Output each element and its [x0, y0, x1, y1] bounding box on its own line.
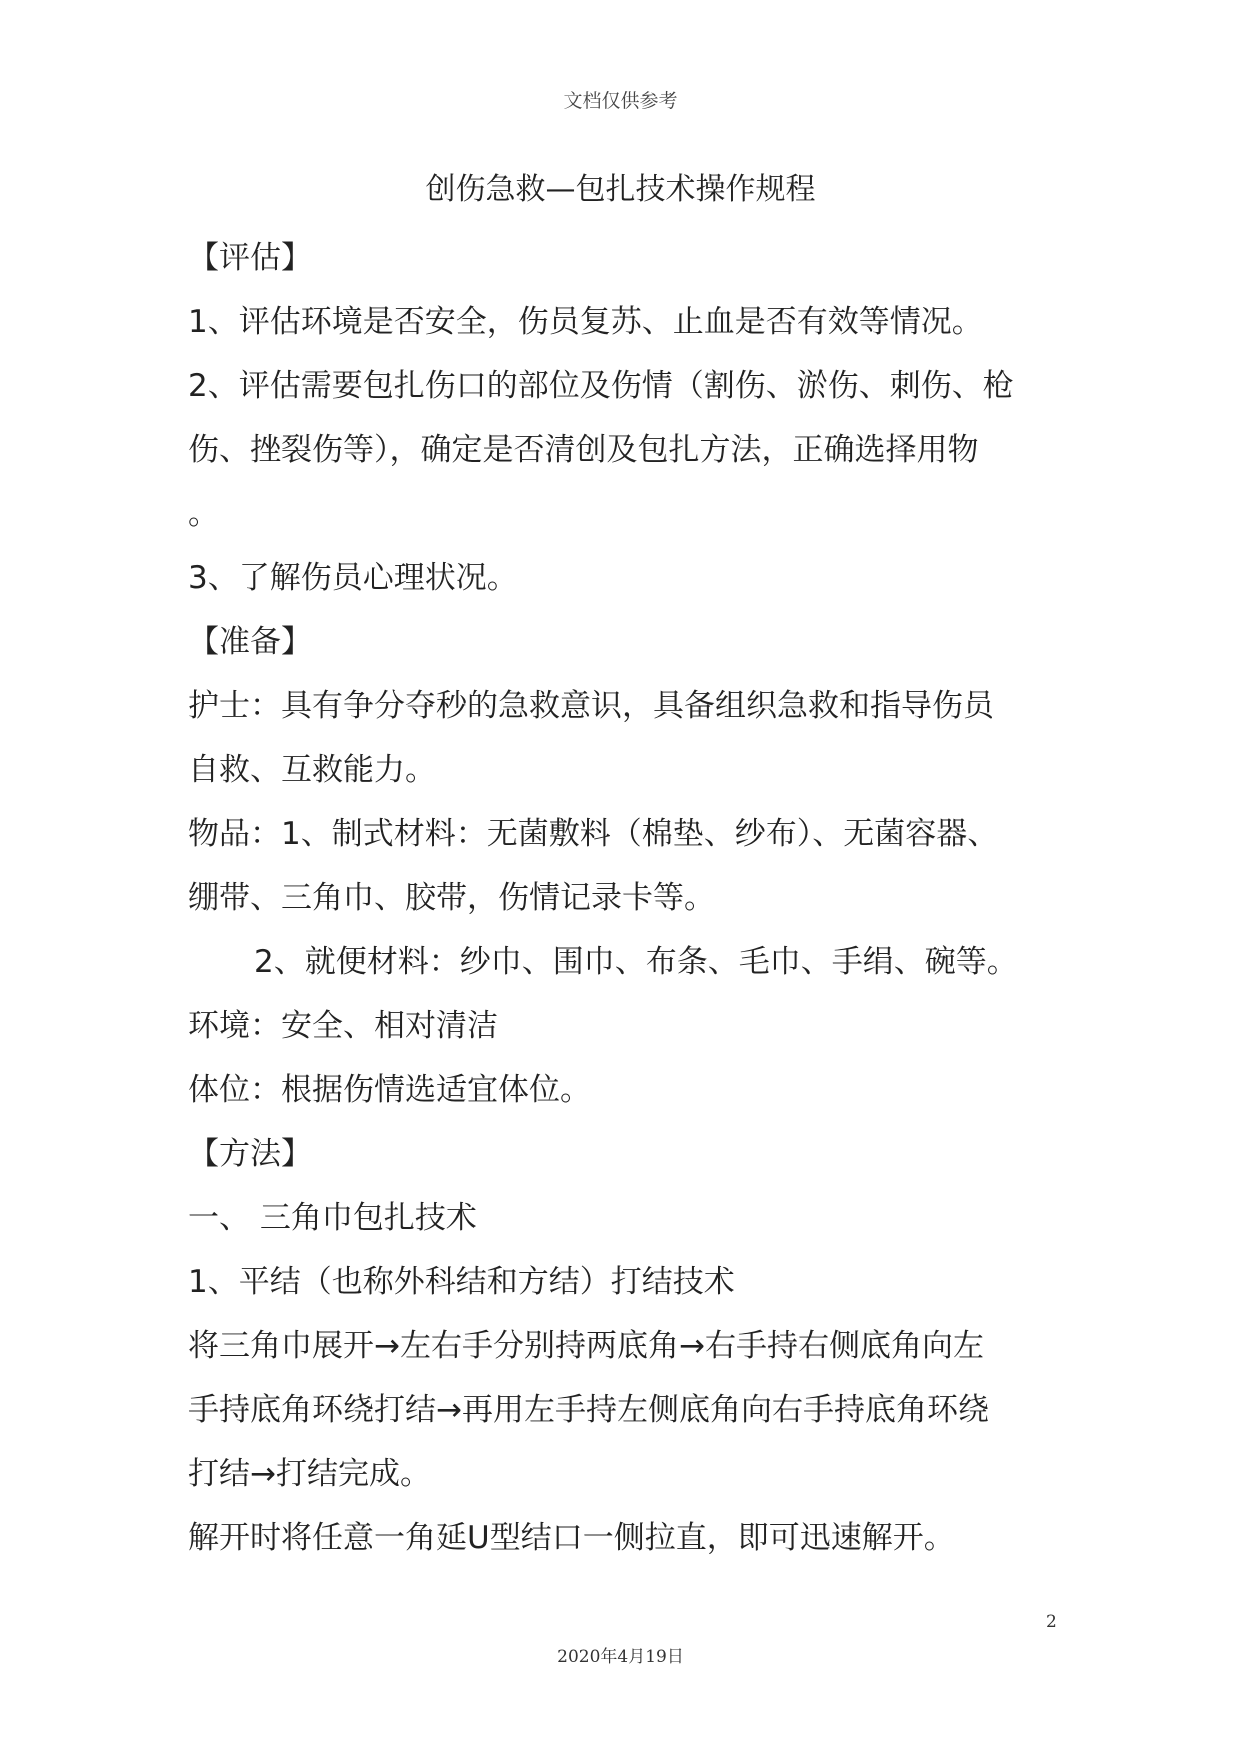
paragraph-line: 解开时将任意一角延U型结口一侧拉直，即可迅速解开。: [188, 1520, 955, 1556]
paragraph-line: 手持底角环绕打结→再用左手持左侧底角向右手持底角环绕: [188, 1392, 989, 1428]
subsection-heading: 一、 三角巾包扎技术: [188, 1200, 477, 1236]
paragraph-line: 将三角巾展开→左右手分别持两底角→右手持右侧底角向左: [188, 1328, 984, 1364]
document-title: 创伤急救—包扎技术操作规程: [425, 172, 816, 207]
page-header-watermark: 文档仅供参考: [563, 90, 678, 112]
paragraph-line: 1、平结（也称外科结和方结）打结技术: [188, 1264, 735, 1300]
paragraph-line: 环境：安全、相对清洁: [188, 1008, 498, 1044]
paragraph-line: 护士：具有争分夺秒的急救意识，具备组织急救和指导伤员: [188, 688, 994, 724]
paragraph-line: 自救、互救能力。: [188, 752, 436, 788]
paragraph-line: 3、了解伤员心理状况。: [188, 560, 518, 596]
paragraph-line: 2、就便材料：纱巾、围巾、布条、毛巾、手绢、碗等。: [254, 944, 1018, 980]
document-body: [188, 226, 1068, 1570]
page-number: 2: [1046, 1612, 1057, 1632]
section-heading-method: 【方法】: [188, 1136, 312, 1172]
paragraph-line: 1、评估环境是否安全，伤员复苏、止血是否有效等情况。: [188, 304, 983, 340]
section-heading-preparation: 【准备】: [188, 624, 312, 660]
paragraph-line: 伤、挫裂伤等），确定是否清创及包扎方法，正确选择用物: [188, 432, 979, 468]
section-heading-assessment: 【评估】: [188, 240, 312, 276]
paragraph-line: 打结→打结完成。: [188, 1456, 431, 1492]
footer-date: 2020年4月19日: [557, 1647, 684, 1667]
paragraph-line: 。: [188, 496, 219, 532]
paragraph-line: 物品：1、制式材料：无菌敷料（棉垫、纱布）、无菌容器、: [188, 816, 999, 852]
paragraph-line: 体位：根据伤情选适宜体位。: [188, 1072, 591, 1108]
paragraph-line: 绷带、三角巾、胶带，伤情记录卡等。: [188, 880, 715, 916]
paragraph-line: 2、评估需要包扎伤口的部位及伤情（割伤、淤伤、刺伤、枪: [188, 368, 1014, 404]
